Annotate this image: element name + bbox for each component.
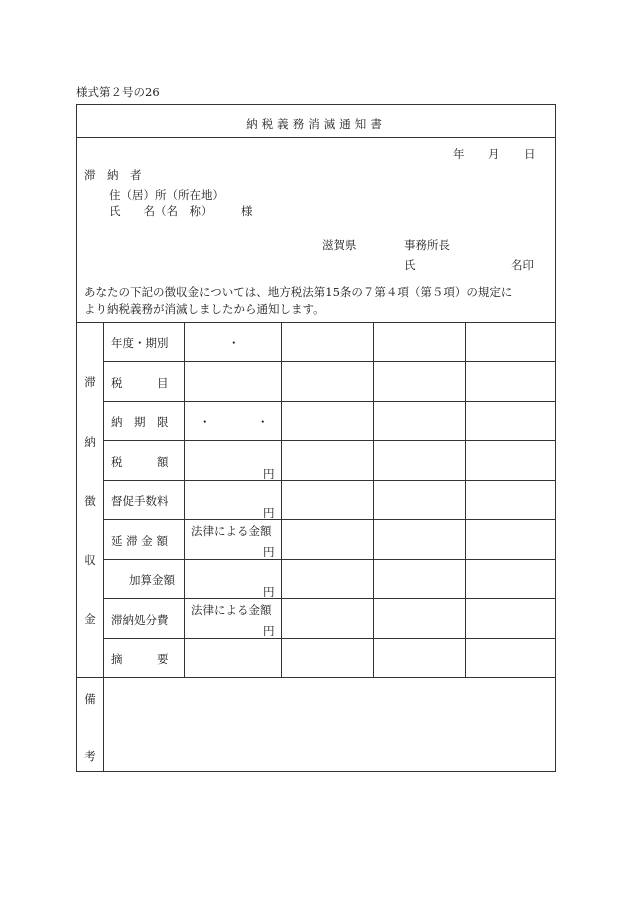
column-divider: [184, 322, 185, 677]
yen-unit: 円: [263, 506, 275, 520]
seal-mark: 名印: [511, 258, 534, 272]
taxpayer-heading: 滞 納 者: [84, 168, 142, 182]
section-label-char: 金: [84, 612, 96, 626]
taxpayer-address-label: 住（居）所（所在地）: [109, 188, 224, 202]
yen-unit: 円: [263, 467, 275, 481]
legal-amount-note: 法律による金額: [191, 524, 272, 538]
period-separator-dot: ・: [228, 336, 240, 350]
issuer-name-label: 氏: [404, 258, 416, 272]
issuer-prefecture: 滋賀県: [322, 238, 357, 252]
row-label-tax-amount: 税 額: [111, 455, 169, 469]
row-label-additional-tax: 加算金額: [129, 573, 175, 587]
date-year: 年: [453, 147, 465, 161]
date-month: 月: [488, 147, 500, 161]
row-label-due-date: 納 期 限: [111, 415, 169, 429]
notice-paragraph: [84, 284, 550, 318]
section-label-char: 滞: [84, 375, 96, 389]
date-separator-dot: ・: [199, 415, 211, 429]
taxpayer-name-label: 氏 名（名 称）: [109, 204, 213, 218]
row-label-reminder-fee: 督促手数料: [111, 494, 169, 508]
yen-unit: 円: [263, 545, 275, 559]
row-divider: [103, 519, 556, 520]
column-divider: [373, 322, 374, 677]
row-label-tax-item: 税 目: [111, 376, 169, 390]
yen-unit: 円: [263, 624, 275, 638]
notes-label-char: 備: [84, 692, 96, 706]
yen-unit: 円: [263, 585, 275, 599]
row-divider: [103, 401, 556, 402]
row-divider: [103, 440, 556, 441]
row-divider: [103, 480, 556, 481]
document-title: 納税義務消滅通知書: [246, 117, 386, 131]
honorific: 様: [241, 204, 253, 218]
notice-line-1: あなたの下記の徴収金については、地方税法第15条の７第４項（第５項）の規定に: [84, 285, 513, 299]
notes-label-char: 考: [84, 749, 96, 763]
notice-line-2: より納税義務が消滅しましたから通知します。: [84, 302, 325, 316]
table-top-border: [76, 322, 556, 323]
row-divider: [103, 361, 556, 362]
form-number: 様式第２号の26: [76, 85, 160, 99]
row-label-remarks: 摘 要: [111, 652, 169, 666]
row-label-disposition-cost: 滞納処分費: [111, 613, 169, 627]
section-label-char: 徴: [84, 494, 96, 508]
issuer-office-chief: 事務所長: [404, 238, 450, 252]
label-column-divider: [103, 322, 104, 772]
section-label-char: 納: [84, 435, 96, 449]
legal-amount-note: 法律による金額: [191, 603, 272, 617]
section-label-char: 収: [84, 553, 96, 567]
row-divider: [103, 638, 556, 639]
row-divider: [103, 559, 556, 560]
column-divider: [281, 322, 282, 677]
row-label-late-fee: 延 滞 金 額: [111, 534, 168, 548]
row-divider: [103, 598, 556, 599]
date-day: 日: [524, 147, 536, 161]
row-label-fiscal-period: 年度・期別: [111, 336, 169, 350]
column-divider: [465, 322, 466, 677]
divider: [76, 137, 556, 138]
date-separator-dot: ・: [257, 415, 269, 429]
notes-top-border: [76, 677, 556, 678]
